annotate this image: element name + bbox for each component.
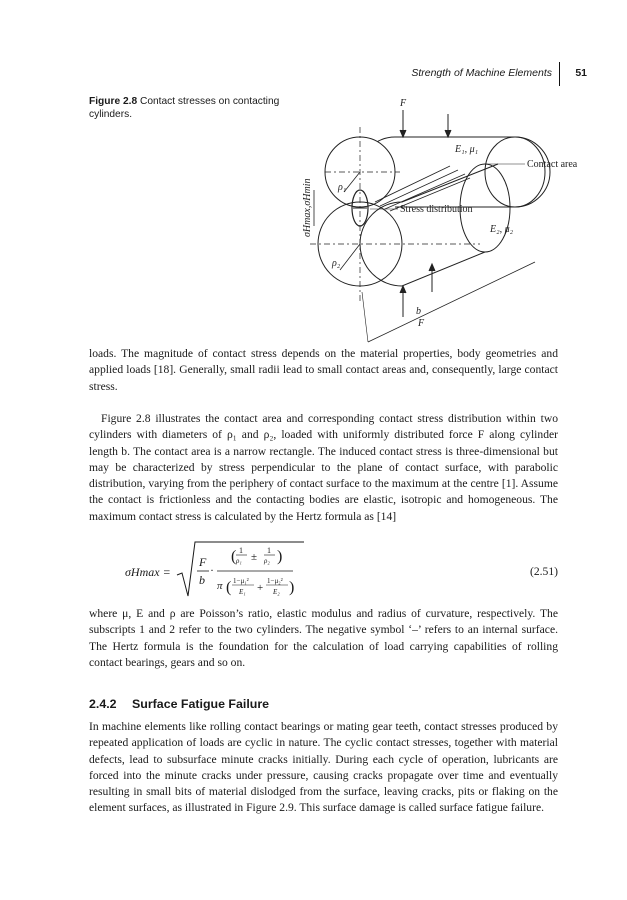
upper-cylinder-far-end	[485, 137, 545, 207]
rho1-label: ρ₁	[338, 182, 347, 193]
paragraph-2	[89, 411, 558, 525]
sigma-axis-label: σHmax,σHmin	[302, 178, 313, 237]
figure-caption	[89, 95, 289, 121]
e1-mu1-label: E₁, μ₁	[455, 144, 479, 155]
e2-mu2-label: E₂, μ₂	[490, 224, 514, 235]
eq-lhs: σHmax =	[125, 565, 171, 579]
paragraph-4-text: In machine elements like rolling contact bearings or mating gear teeth, contact stresses produced by repeated application of loads are cyclic in nature. The cyclic contact stresses, together with material defects, lead to subsurface minute cracks initially. During each cycle of operation, lubricants are forced into the minute cracks under pressure, causing cracks propagate over time and eventually resulting in small bits of material dislodged from the surface, leaving cracks, pits or flaking on the element surfaces, as illustrated in Figure 2.9. This surface damage is called surface fatigue failure.	[89, 720, 558, 815]
eq-one-b: 1	[267, 546, 271, 555]
hertz-formula	[89, 540, 349, 602]
eq-mu1: 1−μ₁²	[233, 577, 249, 585]
paragraph-1-text: loads. The magnitude of contact stress depends on the material properties, body geometries and applied loads [18]. Generally, small radii lead to small contact areas and, consequently, large contact stress.	[89, 347, 558, 393]
paragraph-4	[89, 719, 558, 817]
eq-mu2: 1−μ₂²	[267, 577, 283, 585]
section-number: 2.4.2	[89, 697, 117, 711]
paragraph-3	[89, 606, 558, 671]
eq-e1: E₁	[239, 588, 246, 596]
paragraph-2-text: Figure 2.8 illustrates the contact area and corresponding contact stress distribution within two cylinders with diameters of ρ₁ and ρ₂, loaded with uniformly distributed force F along cylinder length b. The contact area is a narrow rectangle. The induced contact stress is three-dimensional but may be characterized by stress perpendicular to the plane of contact surface, with parabolic distribution, varying from the periphery of contact surface to the maximum at the centre [1]. Assume the contact is frictionless and the contacting bodies are elastic, isotropic and homogeneous. The maximum contact stress is calculated by the Hertz formula as [14]	[89, 412, 558, 523]
cylinders-diagram	[280, 92, 580, 354]
eq-paren-close-bottom: )	[289, 579, 295, 596]
eq-rho1: ρ₁	[236, 557, 242, 565]
length-b-label: b	[416, 306, 421, 317]
eq-pm: ±	[251, 551, 258, 563]
stress-distribution-label: Stress distribution	[400, 204, 473, 215]
rho2-label: ρ₂	[332, 258, 341, 269]
contact-area-label: Contact area	[527, 159, 578, 170]
figure-caption-text: Contact stresses on contacting cylinders.	[89, 96, 280, 120]
header-divider	[559, 62, 560, 86]
force-top-label: F	[400, 98, 407, 109]
eq-paren-close-top: )	[277, 548, 283, 565]
eq-F: F	[199, 555, 207, 569]
paragraph-1	[89, 346, 558, 395]
eq-paren-open-top: (	[231, 548, 237, 565]
running-header	[387, 64, 587, 86]
eq-paren-open-bottom: (	[226, 579, 232, 596]
paragraph-3-text: where μ, E and ρ are Poisson’s ratio, elastic modulus and radius of curvature, respectively. The subscripts 1 and 2 refer to the two cylinders. The negative symbol ‘–’ refers to an internal surface. The Hertz formula is the foundation for the calculation of load carrying capabilities of rolling contact bearings, gears and so on.	[89, 607, 558, 669]
eq-pi: π	[217, 580, 223, 592]
eq-one-a: 1	[239, 546, 243, 555]
section-heading	[89, 697, 269, 711]
running-title: Strength of Machine Elements	[411, 67, 552, 79]
force-bottom-label: F	[418, 318, 425, 329]
eq-b: b	[199, 573, 205, 587]
figure-label: Figure 2.8	[89, 96, 138, 107]
contact-cylinders-figure	[280, 92, 580, 354]
eq-rho2: ρ₂	[264, 557, 270, 565]
eq-e2: E₂	[273, 588, 280, 596]
hertz-equation	[89, 540, 558, 602]
section-title: Surface Fatigue Failure	[132, 697, 270, 711]
equation-number: (2.51)	[529, 565, 558, 578]
eq-dot: ·	[210, 563, 214, 577]
eq-plus: +	[257, 582, 264, 594]
page-number: 51	[575, 67, 587, 79]
